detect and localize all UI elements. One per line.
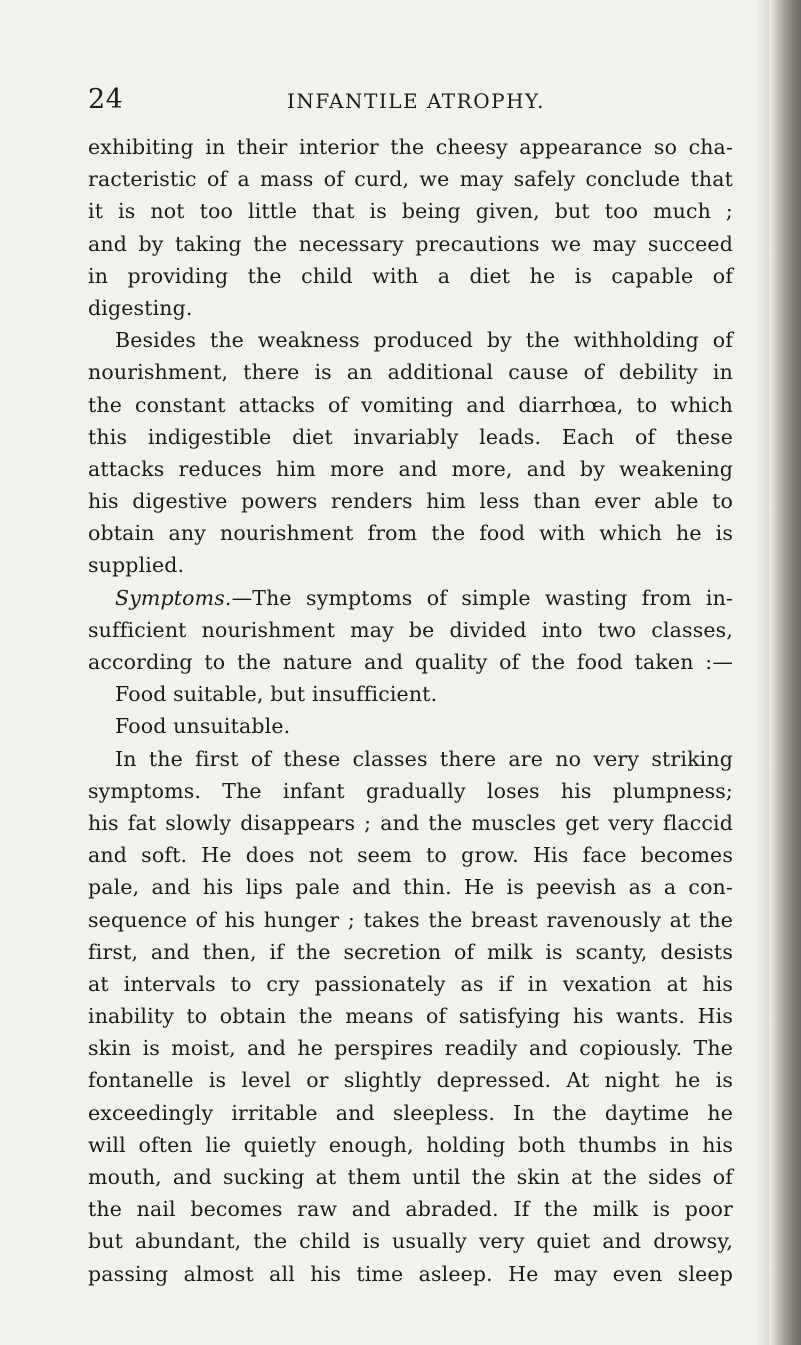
- text-line: pale, and his lips pale and thin. He is peevish as a con-: [88, 875, 733, 900]
- text-line: fontanelle is level or slightly depressed. At night he is: [88, 1068, 733, 1093]
- text-line: In the first of these classes there are no very striking: [115, 746, 733, 771]
- text-line: passing almost all his time asleep. He may even sleep: [88, 1261, 733, 1286]
- section-heading: Symptoms.: [115, 585, 232, 610]
- text-line: first, and then, if the secretion of milk is scanty, desists: [88, 939, 733, 964]
- body-text: [88, 131, 733, 1290]
- list-item: Food suitable, but insufficient.: [115, 682, 438, 707]
- text-line: exceedingly irritable and sleepless. In the daytime he: [88, 1100, 733, 1125]
- text-line: this indigestible diet invariably leads. Each of these: [88, 424, 733, 449]
- text-line: symptoms. The infant gradually loses his plumpness;: [88, 778, 733, 803]
- text-line: mouth, and sucking at them until the skin at the sides of: [88, 1165, 733, 1189]
- text-line: sequence of his hunger ; takes the breast ravenously at the: [88, 907, 733, 932]
- text-line: Besides the weakness produced by the withholding of: [115, 328, 733, 353]
- text-line: nourishment, there is an additional cause of debility in: [88, 360, 733, 385]
- text-line: his fat slowly disappears ; and the muscles get very flaccid: [88, 810, 733, 835]
- running-head: INFANTILE ATROPHY.: [287, 89, 545, 113]
- text-line: and by taking the necessary precautions we may succeed: [88, 231, 733, 256]
- text-line: according to the nature and quality of the food taken :—: [88, 650, 733, 674]
- text-line: the constant attacks of vomiting and diarrhœa, to which: [88, 392, 733, 417]
- text-line: his digestive powers renders him less than ever able to: [88, 489, 733, 514]
- text-line: in providing the child with a diet he is capable of: [88, 263, 733, 288]
- text-line: at intervals to cry passionately as if in vexation at his: [88, 971, 733, 996]
- text-line: skin is moist, and he perspires readily and copiously. The: [88, 1036, 733, 1061]
- text-line: will often lie quietly enough, holding both thumbs in his: [88, 1132, 733, 1157]
- text-line: racteristic of a mass of curd, we may safely conclude that: [88, 167, 733, 192]
- text-line: attacks reduces him more and more, and by weakening: [88, 456, 733, 481]
- page-header: [0, 84, 760, 120]
- text-line: Symptoms.—The symptoms of simple wasting from in-: [115, 585, 733, 610]
- list-item: Food unsuitable.: [115, 714, 291, 739]
- text-line: the nail becomes raw and abraded. If the milk is poor: [88, 1197, 733, 1222]
- text-line: inability to obtain the means of satisfying his wants. His: [88, 1004, 733, 1029]
- text-line: it is not too little that is being given, but too much ;: [88, 199, 733, 224]
- text-line: exhibiting in their interior the cheesy appearance so cha-: [88, 135, 733, 159]
- text-line: supplied.: [88, 553, 185, 578]
- page-edge-shadow: [769, 0, 801, 1345]
- text-line: sufficient nourishment may be divided into two classes,: [88, 617, 733, 642]
- text-line: obtain any nourishment from the food with which he is: [88, 521, 733, 546]
- text-line: but abundant, the child is usually very quiet and drowsy,: [88, 1229, 733, 1254]
- page-number: 24: [88, 84, 124, 115]
- text-line: digesting.: [88, 295, 193, 320]
- page-gutter-shade: [755, 0, 769, 1345]
- text-line: and soft. He does not seem to grow. His face becomes: [88, 843, 733, 868]
